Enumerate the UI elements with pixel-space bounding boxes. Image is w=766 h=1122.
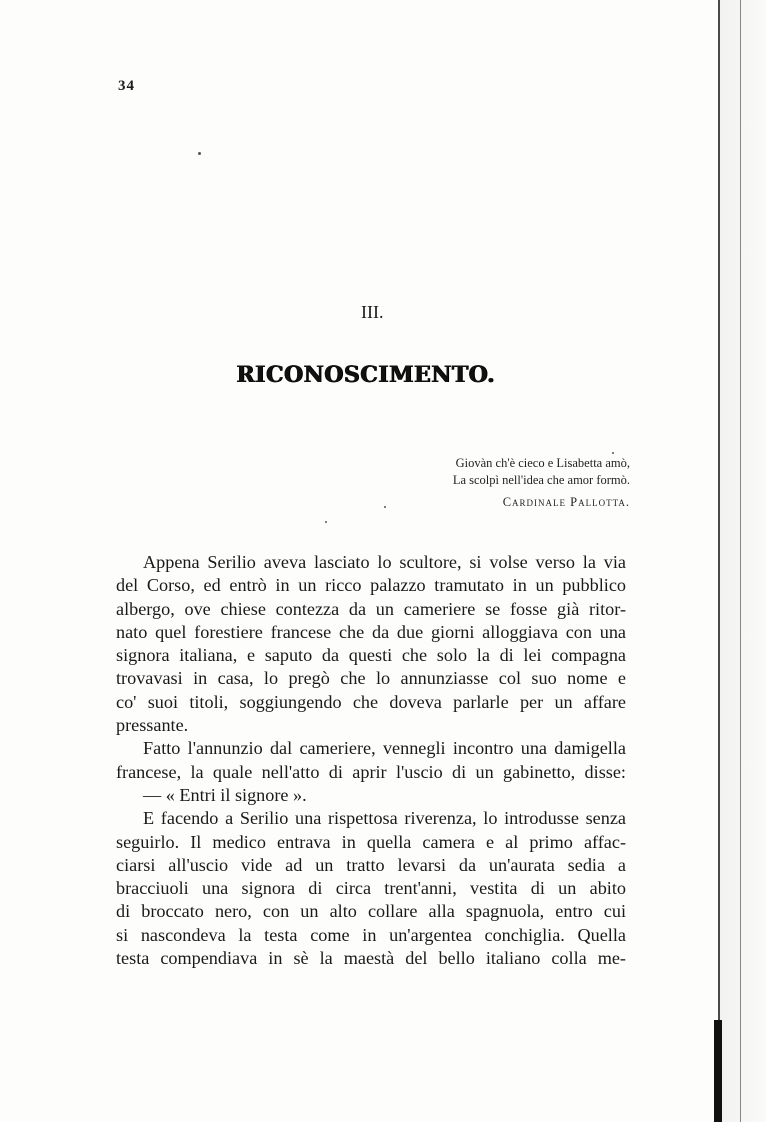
scan-speck bbox=[198, 152, 201, 155]
chapter-number: III. bbox=[361, 302, 384, 322]
page-edge-binding bbox=[714, 1020, 722, 1122]
epigraph-line: Giovàn ch'è cieco e Lisabetta amò, bbox=[455, 456, 630, 470]
text-line: di broccato nero, con un alto collare alla spagnuola, entro cui bbox=[116, 901, 626, 922]
text-line: testa compendiava in sè la maestà del bello italiano colla me- bbox=[116, 948, 626, 969]
text-line: pressante. bbox=[116, 715, 189, 736]
text-line: Fatto l'annunzio dal cameriere, vennegli incontro una damigella bbox=[143, 738, 626, 759]
body-text bbox=[116, 551, 626, 970]
epigraph-line: La scolpì nell'idea che amor formò. bbox=[452, 473, 630, 487]
text-line: ciarsi all'uscio vide ad un tratto levarsi da un'aurata sedia a bbox=[116, 854, 626, 875]
page-number: 34 bbox=[118, 78, 135, 94]
text-line: — « Entri il signore ». bbox=[143, 784, 307, 805]
page-edge-line-outer bbox=[740, 0, 741, 1122]
text-line: albergo, ove chiese contezza da un cameriere se fosse già ritor- bbox=[116, 598, 626, 619]
scan-speck bbox=[325, 521, 327, 523]
text-line: signora italiana, e saputo da questi che solo la di lei compagna bbox=[116, 645, 626, 666]
text-line: nato quel forestiere francese che da due giorni alloggiava con una bbox=[116, 621, 626, 642]
text-line: bracciuoli una signora di circa trent'anni, vestita di un abito bbox=[116, 878, 626, 899]
text-line: si nascondeva la testa come in un'argentea conchiglia. Quella bbox=[116, 924, 626, 945]
text-line: seguirlo. Il medico entrava in quella camera e al primo affac- bbox=[116, 831, 626, 852]
text-line: del Corso, ed entrò in un ricco palazzo tramutato in un pubblico bbox=[116, 575, 626, 596]
text-line: co' suoi titoli, soggiungendo che doveva parlarle per un affare bbox=[116, 691, 626, 712]
scan-speck bbox=[612, 452, 614, 454]
page-edge-shadow bbox=[720, 0, 766, 1122]
epigraph-attribution: Cardinale Pallotta. bbox=[502, 495, 630, 509]
page-edge-line bbox=[718, 0, 720, 1122]
chapter-title: RICONOSCIMENTO. bbox=[236, 362, 495, 388]
epigraph bbox=[380, 455, 630, 511]
text-line: trovavasi in casa, lo pregò che lo annunziasse col suo nome e bbox=[116, 668, 626, 689]
scan-speck bbox=[384, 506, 386, 508]
text-line: francese, la quale nell'atto di aprir l'uscio di un gabinetto, disse: bbox=[116, 761, 626, 782]
text-line: Appena Serilio aveva lasciato lo scultore, si volse verso la via bbox=[143, 552, 626, 572]
text-line: E facendo a Serilio una rispettosa riverenza, lo introdusse senza bbox=[143, 808, 626, 829]
